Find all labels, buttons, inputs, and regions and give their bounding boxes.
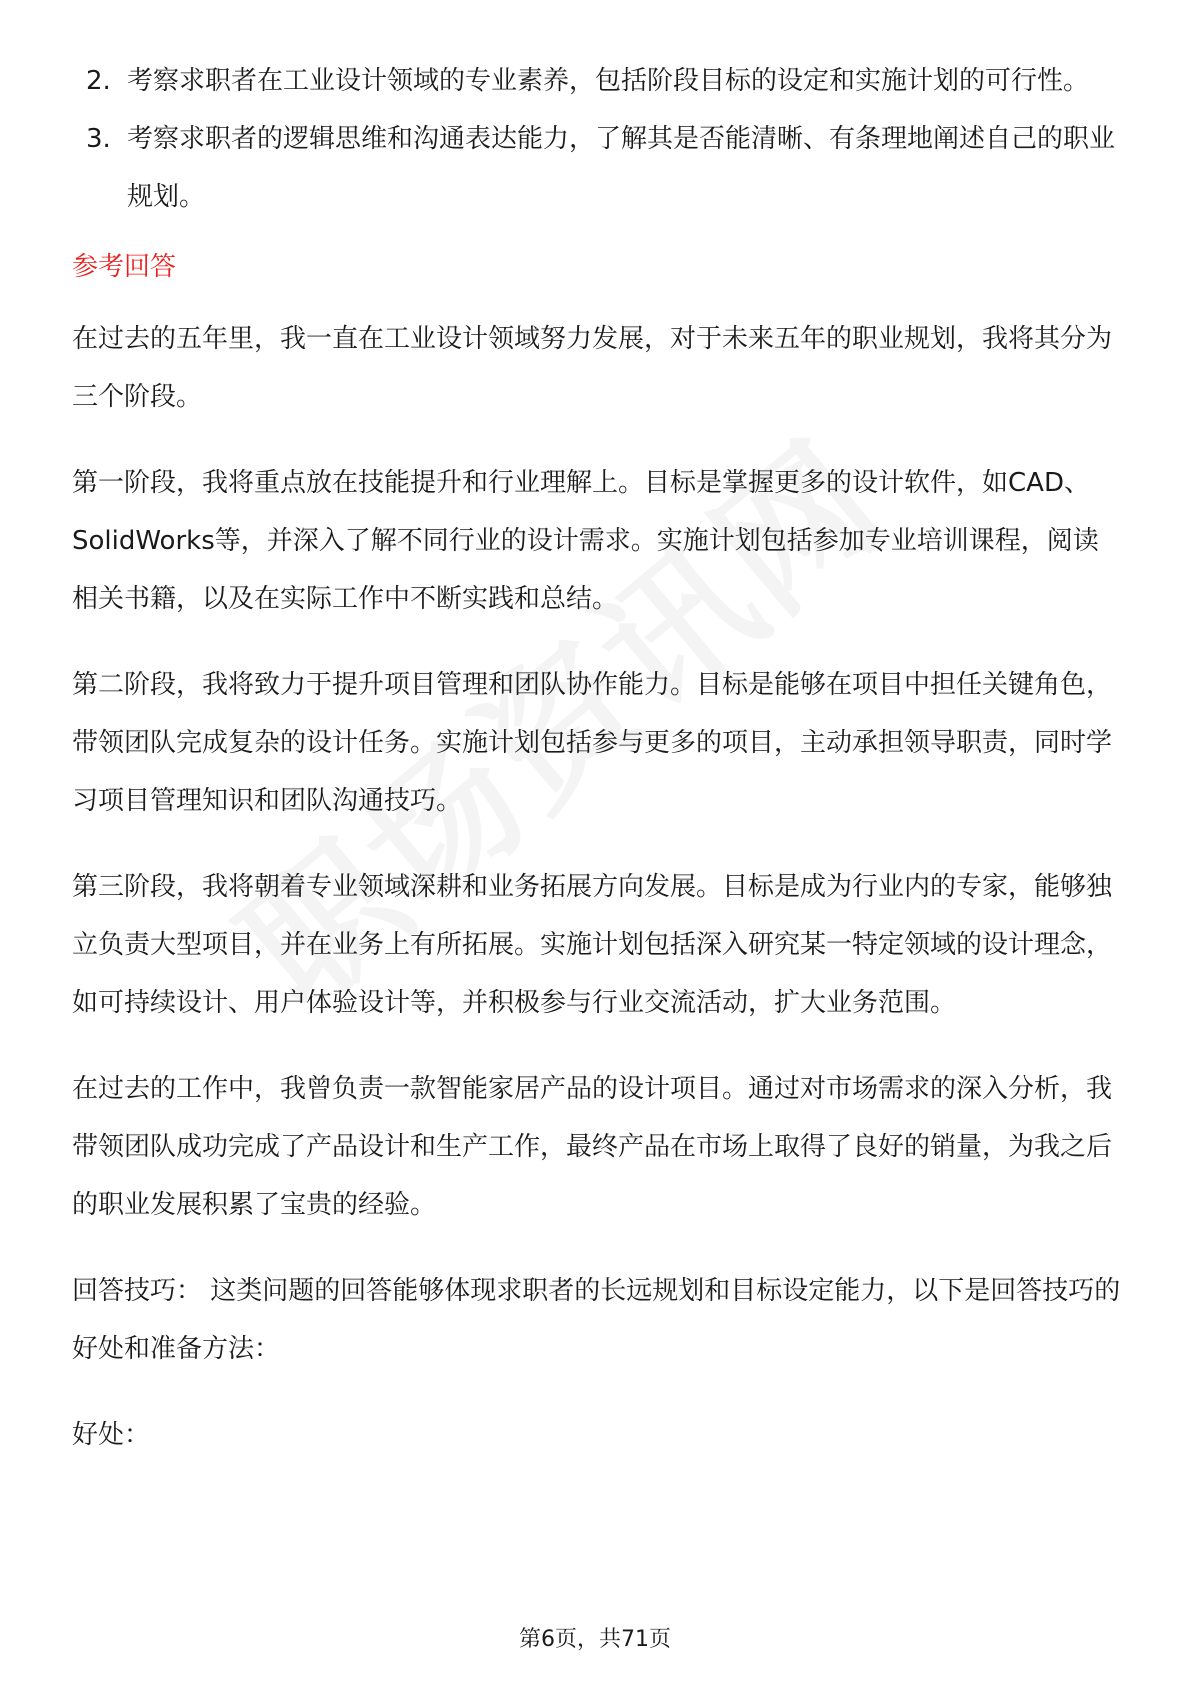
paragraph-benefits-heading: 好处： bbox=[72, 1420, 151, 1450]
list-number: 2. bbox=[86, 66, 111, 96]
page-footer: 第6页，共71页 bbox=[519, 1627, 671, 1652]
list-text: 考察求职者在工业设计领域的专业素养，包括阶段目标的设定和实施计划的可行性。 bbox=[127, 66, 1090, 96]
list-item-3 bbox=[72, 110, 1122, 226]
section-heading: 参考回答 bbox=[72, 252, 177, 282]
page-content bbox=[72, 52, 1122, 1492]
paragraph-stage-2: 第二阶段，我将致力于提升项目管理和团队协作能力。目标是能够在项目中担任关键角色，带领团队完成复杂的设计任务。实施计划包括参与更多的项目，主动承担领导职责，同时学习项目管理知识和团队沟通技巧。 bbox=[72, 670, 1113, 816]
paragraph-stage-3: 第三阶段，我将朝着专业领域深耕和业务拓展方向发展。目标是成为行业内的专家，能够独立负责大型项目，并在业务上有所拓展。实施计划包括深入研究某一特定领域的设计理念，如可持续设计、用户体验设计等，并积极参与行业交流活动，扩大业务范围。 bbox=[72, 872, 1113, 1018]
list-item-2 bbox=[72, 52, 1122, 110]
list-text: 考察求职者的逻辑思维和沟通表达能力，了解其是否能清晰、有条理地阐述自己的职业规划。 bbox=[127, 124, 1116, 212]
paragraph-experience: 在过去的工作中，我曾负责一款智能家居产品的设计项目。通过对市场需求的深入分析，我带领团队成功完成了产品设计和生产工作，最终产品在市场上取得了良好的销量，为我之后的职业发展积累了宝贵的经验。 bbox=[72, 1074, 1113, 1220]
list-number: 3. bbox=[86, 124, 111, 154]
paragraph-intro: 在过去的五年里，我一直在工业设计领域努力发展，对于未来五年的职业规划，我将其分为三个阶段。 bbox=[72, 324, 1113, 412]
paragraph-tips: 回答技巧： 这类问题的回答能够体现求职者的长远规划和目标设定能力，以下是回答技巧的好处和准备方法： bbox=[72, 1276, 1121, 1364]
paragraph-stage-1: 第一阶段，我将重点放在技能提升和行业理解上。目标是掌握更多的设计软件，如CAD、SolidWorks等，并深入了解不同行业的设计需求。实施计划包括参加专业培训课程，阅读相关书籍，以及在实际工作中不断实践和总结。 bbox=[72, 468, 1099, 614]
